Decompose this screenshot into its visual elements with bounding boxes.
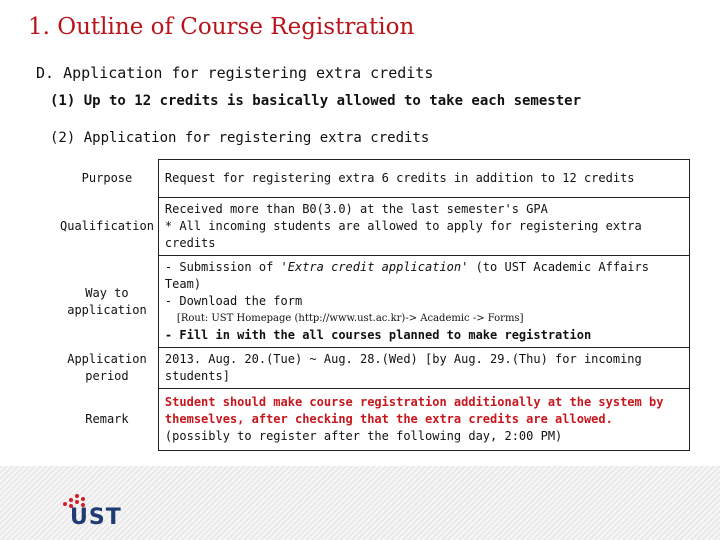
way-label-line-2: application <box>67 302 147 317</box>
way-line-1-prefix: - Submission of <box>164 260 281 274</box>
way-route: [Rout: UST Homepage (http://www.ust.ac.kr)-> Academic -> Forms] <box>176 313 524 324</box>
way-label-line-1: Way to <box>85 285 129 300</box>
way-label <box>56 256 158 348</box>
way-line-2: - Download the form <box>164 294 303 308</box>
remark-red-text: Student should make course registration additionally at the system by themselves, after checking that the extra credits are allowed. <box>164 395 664 426</box>
qualification-value <box>158 198 689 256</box>
period-label-line-1: Application <box>67 352 147 366</box>
extra-credit-application-text: 'Extra credit application' <box>280 260 469 274</box>
way-row <box>56 256 690 348</box>
period-row <box>56 348 690 389</box>
point-one: (1) Up to 12 credits is basically allowed to take each semester <box>50 93 582 109</box>
section-heading: D. Application for registering extra credits <box>36 64 434 82</box>
page-title: 1. Outline of Course Registration <box>28 14 415 40</box>
purpose-value: Request for registering extra 6 credits in addition to 12 credits <box>158 160 689 198</box>
qualification-line-1: Received more than B0(3.0) at the last semester's GPA <box>164 202 548 216</box>
qualification-row <box>56 198 690 256</box>
point-two: (2) Application for registering extra credits <box>50 130 430 146</box>
way-line-1-suffix: (to UST Academic Affairs Team) <box>164 260 649 291</box>
ust-logo-text: UST <box>70 505 122 530</box>
period-label <box>56 348 158 389</box>
qualification-label: Qualification <box>60 219 154 233</box>
way-line-4: - Fill in with the all courses planned to make registration <box>164 328 592 342</box>
period-label-line-2: period <box>85 369 129 383</box>
purpose-label: Purpose <box>81 171 133 185</box>
registration-table <box>56 159 690 451</box>
remark-label: Remark <box>85 412 129 426</box>
way-value <box>158 256 689 348</box>
way-line-1 <box>165 259 683 293</box>
remark-value <box>158 389 689 451</box>
remark-note: (possibly to register after the following day, 2:00 PM) <box>164 429 563 443</box>
qualification-line-2: * All incoming students are allowed to apply for registering extra credits <box>164 219 642 250</box>
remark-row <box>56 389 690 451</box>
purpose-row <box>56 160 690 198</box>
period-value: 2013. Aug. 20.(Tue) ~ Aug. 28.(Wed) [by Aug. 29.(Thu) for incoming students] <box>158 348 689 389</box>
